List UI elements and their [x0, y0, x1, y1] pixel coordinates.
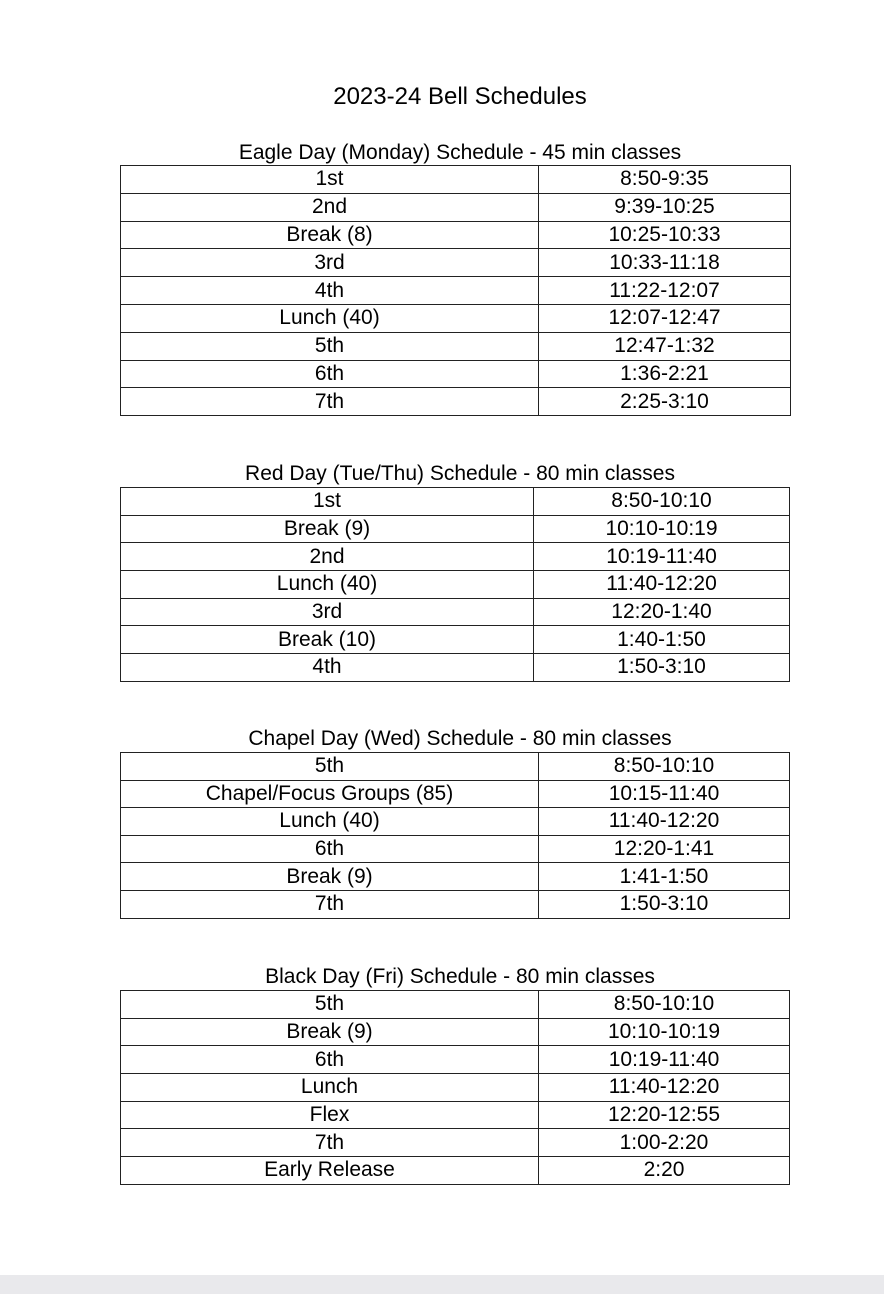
- period-cell: Break (9): [121, 863, 539, 891]
- time-cell: 1:50-3:10: [539, 890, 790, 918]
- time-cell: 10:10-10:19: [539, 1018, 790, 1046]
- period-cell: Break (9): [121, 1018, 539, 1046]
- table-row: [121, 780, 790, 808]
- time-cell: 11:40-12:20: [539, 1074, 790, 1102]
- period-cell: Lunch (40): [121, 808, 539, 836]
- period-cell: Flex: [121, 1101, 539, 1129]
- table-row: [121, 193, 791, 221]
- period-cell: 5th: [121, 753, 539, 781]
- period-cell: Lunch: [121, 1074, 539, 1102]
- table-row: [121, 863, 790, 891]
- time-cell: 1:00-2:20: [539, 1129, 790, 1157]
- table-row: [121, 388, 791, 416]
- document-title: 2023-24 Bell Schedules: [333, 83, 587, 110]
- time-cell: 8:50-10:10: [534, 488, 790, 516]
- table-row: [121, 753, 790, 781]
- table-row: [121, 221, 791, 249]
- time-cell: 12:20-12:55: [539, 1101, 790, 1129]
- table-row: [121, 277, 791, 305]
- period-cell: 7th: [121, 890, 539, 918]
- time-cell: 8:50-10:10: [539, 753, 790, 781]
- table-row: [121, 1157, 790, 1185]
- time-cell: 1:50-3:10: [534, 654, 790, 682]
- table-row: [121, 654, 790, 682]
- period-cell: Break (10): [121, 626, 534, 654]
- period-cell: 6th: [121, 835, 539, 863]
- table-row: [121, 332, 791, 360]
- table-row: [121, 835, 790, 863]
- period-cell: 4th: [121, 277, 539, 305]
- table-row: [121, 360, 791, 388]
- time-cell: 10:19-11:40: [539, 1046, 790, 1074]
- table-row: [121, 1018, 790, 1046]
- time-cell: 10:15-11:40: [539, 780, 790, 808]
- red-day-schedule-heading: Red Day (Tue/Thu) Schedule - 80 min classes: [245, 462, 675, 485]
- period-cell: 7th: [121, 388, 539, 416]
- period-cell: 7th: [121, 1129, 539, 1157]
- table-row: [121, 598, 790, 626]
- period-cell: 2nd: [121, 193, 539, 221]
- table-row: [121, 626, 790, 654]
- table-row: [121, 1101, 790, 1129]
- time-cell: 11:40-12:20: [539, 808, 790, 836]
- table-row: [121, 890, 790, 918]
- period-cell: 6th: [121, 1046, 539, 1074]
- period-cell: 3rd: [121, 249, 539, 277]
- table-row: [121, 249, 791, 277]
- period-cell: Lunch (40): [121, 571, 534, 599]
- time-cell: 11:40-12:20: [534, 571, 790, 599]
- time-cell: 10:10-10:19: [534, 515, 790, 543]
- time-cell: 10:33-11:18: [539, 249, 791, 277]
- eagle-day-schedule-table: [120, 165, 791, 416]
- time-cell: 2:20: [539, 1157, 790, 1185]
- time-cell: 1:40-1:50: [534, 626, 790, 654]
- table-row: [121, 515, 790, 543]
- table-row: [121, 543, 790, 571]
- period-cell: 5th: [121, 332, 539, 360]
- period-cell: 1st: [121, 488, 534, 516]
- time-cell: 2:25-3:10: [539, 388, 791, 416]
- time-cell: 12:20-1:41: [539, 835, 790, 863]
- table-row: [121, 808, 790, 836]
- table-row: [121, 1074, 790, 1102]
- period-cell: Break (9): [121, 515, 534, 543]
- time-cell: 9:39-10:25: [539, 193, 791, 221]
- time-cell: 12:20-1:40: [534, 598, 790, 626]
- time-cell: 12:47-1:32: [539, 332, 791, 360]
- period-cell: 3rd: [121, 598, 534, 626]
- time-cell: 1:41-1:50: [539, 863, 790, 891]
- black-day-schedule-heading: Black Day (Fri) Schedule - 80 min classes: [265, 965, 655, 988]
- table-row: [121, 1129, 790, 1157]
- period-cell: 5th: [121, 991, 539, 1019]
- period-cell: Chapel/Focus Groups (85): [121, 780, 539, 808]
- table-row: [121, 991, 790, 1019]
- time-cell: 11:22-12:07: [539, 277, 791, 305]
- table-row: [121, 488, 790, 516]
- eagle-day-schedule-heading: Eagle Day (Monday) Schedule - 45 min classes: [238, 141, 682, 164]
- black-day-schedule-table: [120, 990, 790, 1185]
- table-row: [121, 571, 790, 599]
- time-cell: 8:50-9:35: [539, 166, 791, 194]
- table-row: [121, 304, 791, 332]
- table-row: [121, 1046, 790, 1074]
- period-cell: 4th: [121, 654, 534, 682]
- period-cell: Early Release: [121, 1157, 539, 1185]
- chapel-day-schedule-heading: Chapel Day (Wed) Schedule - 80 min classes: [248, 727, 672, 750]
- time-cell: 8:50-10:10: [539, 991, 790, 1019]
- table-row: [121, 166, 791, 194]
- red-day-schedule-table: [120, 487, 790, 682]
- time-cell: 10:19-11:40: [534, 543, 790, 571]
- time-cell: 10:25-10:33: [539, 221, 791, 249]
- time-cell: 12:07-12:47: [539, 304, 791, 332]
- period-cell: Break (8): [121, 221, 539, 249]
- chapel-day-schedule-table: [120, 752, 790, 919]
- period-cell: 2nd: [121, 543, 534, 571]
- period-cell: 6th: [121, 360, 539, 388]
- period-cell: 1st: [121, 166, 539, 194]
- time-cell: 1:36-2:21: [539, 360, 791, 388]
- period-cell: Lunch (40): [121, 304, 539, 332]
